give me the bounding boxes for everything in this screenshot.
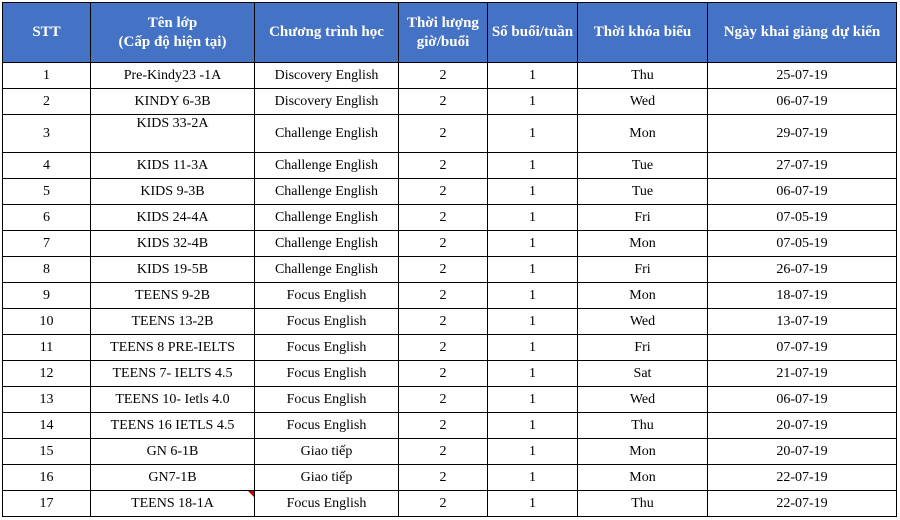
cell-class[interactable]: GN 6-1B [91,439,255,465]
cell-stt[interactable]: 3 [3,115,91,153]
cell-class[interactable]: KIDS 33-2A [91,115,255,153]
cell-program[interactable]: Giao tiếp [255,439,399,465]
cell-date[interactable]: 06-07-19 [708,89,897,115]
cell-day[interactable]: Mon [578,231,708,257]
cell-day[interactable]: Sat [578,361,708,387]
cell-hours[interactable]: 2 [399,335,488,361]
header-duration-line1: Thời lượng [407,14,479,31]
table-row [3,63,897,89]
cell-stt[interactable]: 6 [3,205,91,231]
cell-class[interactable]: KIDS 24-4A [91,205,255,231]
header-class-name[interactable] [91,3,255,63]
cell-program[interactable]: Focus English [255,335,399,361]
cell-class[interactable]: TEENS 18-1A [91,491,255,517]
cell-day[interactable]: Fri [578,257,708,283]
cell-program[interactable]: Focus English [255,387,399,413]
cell-hours[interactable]: 2 [399,465,488,491]
cell-hours[interactable]: 2 [399,89,488,115]
cell-date[interactable]: 26-07-19 [708,257,897,283]
table-row [3,335,897,361]
cell-date[interactable]: 06-07-19 [708,179,897,205]
table-row [3,257,897,283]
cell-sessions[interactable]: 1 [488,283,578,309]
cell-program[interactable]: Discovery English [255,89,399,115]
table-row [3,387,897,413]
cell-sessions[interactable]: 1 [488,413,578,439]
cell-stt[interactable]: 5 [3,179,91,205]
table-row [3,361,897,387]
cell-sessions[interactable]: 1 [488,491,578,517]
cell-class[interactable]: TEENS 8 PRE-IELTS [91,335,255,361]
class-schedule-table [2,2,897,517]
cell-sessions[interactable]: 1 [488,335,578,361]
cell-sessions[interactable]: 1 [488,465,578,491]
cell-program[interactable]: Focus English [255,361,399,387]
table-row [3,89,897,115]
cell-day[interactable]: Tue [578,179,708,205]
cell-day[interactable]: Thu [578,413,708,439]
cell-hours[interactable]: 2 [399,439,488,465]
cell-stt[interactable]: 15 [3,439,91,465]
cell-date[interactable]: 22-07-19 [708,491,897,517]
cell-program[interactable]: Challenge English [255,153,399,179]
table-row [3,413,897,439]
header-class-name-line1: Tên lớp [147,14,198,31]
cell-sessions[interactable]: 1 [488,179,578,205]
cell-program[interactable]: Challenge English [255,205,399,231]
cell-date[interactable]: 25-07-19 [708,63,897,89]
cell-day[interactable]: Tue [578,153,708,179]
cell-program[interactable]: Discovery English [255,63,399,89]
table-row [3,439,897,465]
cell-hours[interactable]: 2 [399,231,488,257]
cell-class[interactable]: KIDS 11-3A [91,153,255,179]
cell-day[interactable]: Mon [578,283,708,309]
cell-day[interactable]: Mon [578,439,708,465]
cell-hours[interactable]: 2 [399,309,488,335]
table-row [3,491,897,517]
cell-stt[interactable]: 4 [3,153,91,179]
cell-class[interactable]: KINDY 6-3B [91,89,255,115]
cell-sessions[interactable]: 1 [488,309,578,335]
cell-program[interactable]: Focus English [255,413,399,439]
cell-day[interactable]: Fri [578,335,708,361]
cell-hours[interactable]: 2 [399,205,488,231]
cell-date[interactable]: 20-07-19 [708,413,897,439]
cell-class[interactable]: KIDS 32-4B [91,231,255,257]
cell-stt[interactable]: 14 [3,413,91,439]
cell-program[interactable]: Giao tiếp [255,465,399,491]
cell-day[interactable]: Thu [578,491,708,517]
cell-hours[interactable]: 2 [399,283,488,309]
cell-sessions[interactable]: 1 [488,439,578,465]
cell-sessions[interactable]: 1 [488,89,578,115]
cell-stt[interactable]: 8 [3,257,91,283]
table-row [3,205,897,231]
cell-date[interactable]: 07-07-19 [708,335,897,361]
cell-stt[interactable]: 1 [3,63,91,89]
cell-sessions[interactable]: 1 [488,153,578,179]
cell-hours[interactable]: 2 [399,63,488,89]
cell-date[interactable]: 13-07-19 [708,309,897,335]
cell-date[interactable]: 27-07-19 [708,153,897,179]
cell-hours[interactable]: 2 [399,361,488,387]
cell-stt[interactable]: 10 [3,309,91,335]
cell-class[interactable]: TEENS 7- IELTS 4.5 [91,361,255,387]
cell-program[interactable]: Focus English [255,309,399,335]
cell-hours[interactable]: 2 [399,387,488,413]
cell-class[interactable]: TEENS 10- Ietls 4.0 [91,387,255,413]
header-row [3,3,897,63]
cell-date[interactable]: 07-05-19 [708,231,897,257]
cell-sessions[interactable]: 1 [488,387,578,413]
cell-stt[interactable]: 9 [3,283,91,309]
cell-hours[interactable]: 2 [399,153,488,179]
cell-hours[interactable]: 2 [399,257,488,283]
cell-class[interactable]: GN7-1B [91,465,255,491]
cell-date[interactable]: 18-07-19 [708,283,897,309]
cell-day[interactable]: Wed [578,89,708,115]
table-row [3,309,897,335]
cell-sessions[interactable]: 1 [488,361,578,387]
cell-class[interactable]: KIDS 19-5B [91,257,255,283]
header-stt[interactable]: STT [3,3,91,63]
cell-date[interactable]: 22-07-19 [708,465,897,491]
cell-date[interactable]: 07-05-19 [708,205,897,231]
header-duration[interactable] [399,3,488,63]
header-start-date[interactable]: Ngày khai giảng dự kiến [708,3,897,63]
cell-date[interactable]: 29-07-19 [708,115,897,153]
header-duration-line2: giờ/buổi [416,33,470,50]
cell-sessions[interactable]: 1 [488,231,578,257]
cell-program[interactable]: Challenge English [255,115,399,153]
cell-stt[interactable]: 11 [3,335,91,361]
cell-stt[interactable]: 13 [3,387,91,413]
table-row [3,465,897,491]
cell-hours[interactable]: 2 [399,179,488,205]
header-sessions[interactable]: Số buổi/tuần [488,3,578,63]
cell-sessions[interactable]: 1 [488,205,578,231]
cell-sessions[interactable]: 1 [488,63,578,89]
cell-date[interactable]: 06-07-19 [708,387,897,413]
cell-day[interactable]: Wed [578,387,708,413]
cell-day[interactable]: Mon [578,465,708,491]
cell-class[interactable]: Pre-Kindy23 -1A [91,63,255,89]
cell-stt[interactable]: 17 [3,491,91,517]
cell-program[interactable]: Focus English [255,283,399,309]
header-class-name-line2: (Cấp độ hiện tại) [118,33,227,50]
table-row [3,231,897,257]
table-row [3,115,897,153]
cell-stt[interactable]: 2 [3,89,91,115]
cell-hours[interactable]: 2 [399,413,488,439]
cell-class[interactable]: TEENS 13-2B [91,309,255,335]
cell-day[interactable]: Thu [578,63,708,89]
cell-stt[interactable]: 7 [3,231,91,257]
cell-day[interactable]: Wed [578,309,708,335]
table-row [3,153,897,179]
cell-program[interactable]: Focus English [255,491,399,517]
cell-sessions[interactable]: 1 [488,257,578,283]
cell-program[interactable]: Challenge English [255,231,399,257]
header-schedule[interactable]: Thời khóa biểu [578,3,708,63]
table-row [3,179,897,205]
table-row [3,283,897,309]
cell-hours[interactable]: 2 [399,115,488,153]
cell-class[interactable]: TEENS 9-2B [91,283,255,309]
header-program[interactable]: Chương trình học [255,3,399,63]
cell-program[interactable]: Challenge English [255,179,399,205]
cell-program[interactable]: Challenge English [255,257,399,283]
cell-stt[interactable]: 16 [3,465,91,491]
cell-sessions[interactable]: 1 [488,115,578,153]
cell-class[interactable]: TEENS 16 IETLS 4.5 [91,413,255,439]
cell-hours[interactable]: 2 [399,491,488,517]
cell-day[interactable]: Fri [578,205,708,231]
cell-stt[interactable]: 12 [3,361,91,387]
cell-day[interactable]: Mon [578,115,708,153]
cell-date[interactable]: 20-07-19 [708,439,897,465]
cell-class[interactable]: KIDS 9-3B [91,179,255,205]
cell-date[interactable]: 21-07-19 [708,361,897,387]
